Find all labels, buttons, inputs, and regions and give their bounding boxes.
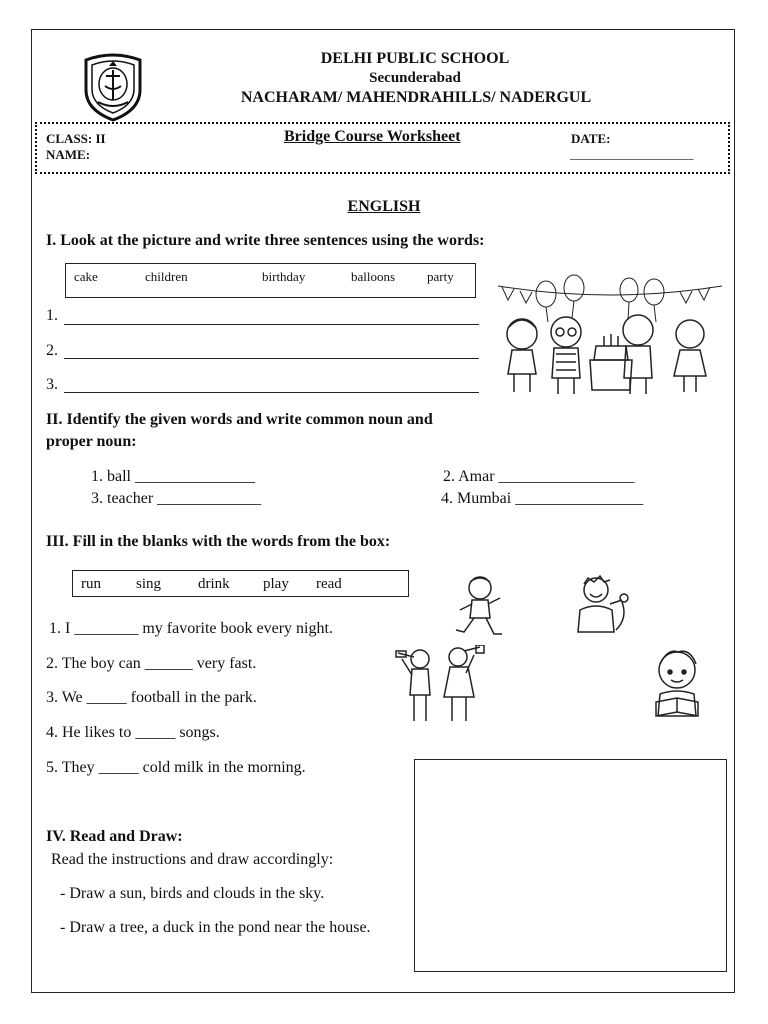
drawing-box[interactable] bbox=[414, 759, 727, 972]
word-play: play bbox=[263, 576, 289, 592]
sentence-line-1-label: 1. bbox=[46, 307, 58, 324]
school-branches: NACHARAM/ MAHENDRAHILLS/ NADERGUL bbox=[240, 89, 592, 106]
reading-boy-illustration bbox=[648, 646, 706, 720]
school-name: DELHI PUBLIC SCHOOL bbox=[320, 50, 510, 67]
word-sing: sing bbox=[136, 576, 162, 592]
sentence-line-3[interactable] bbox=[64, 392, 479, 393]
word-read: read bbox=[316, 576, 342, 592]
noun-item-2: 2. Amar _________________ bbox=[443, 468, 635, 485]
section4-heading: IV. Read and Draw: bbox=[46, 828, 183, 845]
noun-item-3: 3. teacher _____________ bbox=[91, 490, 262, 507]
section2-heading-line1: II. Identify the given words and write common noun and bbox=[46, 411, 433, 428]
subject-heading: ENGLISH bbox=[347, 198, 421, 215]
fill-sentence-4: 4. He likes to _____ songs. bbox=[46, 724, 220, 741]
section3-word-box bbox=[72, 570, 409, 597]
birthday-party-illustration bbox=[494, 274, 726, 402]
class-label: CLASS: II bbox=[46, 131, 106, 146]
section2-heading-line2: proper noun: bbox=[46, 433, 137, 450]
sentence-line-1[interactable] bbox=[64, 324, 479, 325]
sentence-line-2[interactable] bbox=[64, 358, 479, 359]
word-children: children bbox=[145, 269, 188, 284]
section3-heading: III. Fill in the blanks with the words from the box: bbox=[46, 533, 391, 550]
singing-boy-illustration bbox=[572, 574, 638, 636]
noun-item-1: 1. ball _______________ bbox=[91, 468, 255, 485]
sentence-line-3-label: 3. bbox=[46, 376, 58, 393]
fill-sentence-3: 3. We _____ football in the park. bbox=[46, 689, 257, 706]
draw-instruction-1: - Draw a sun, birds and clouds in the sky. bbox=[60, 885, 325, 902]
word-drink: drink bbox=[198, 576, 230, 592]
fill-sentence-2: 2. The boy can ______ very fast. bbox=[46, 655, 257, 672]
date-blank: ___________________ bbox=[570, 146, 694, 161]
word-party: party bbox=[427, 269, 454, 284]
draw-instruction-2: - Draw a tree, a duck in the pond near the house. bbox=[60, 919, 371, 936]
name-label: NAME: bbox=[46, 147, 91, 162]
word-balloons: balloons bbox=[351, 269, 396, 284]
section4-instruction: Read the instructions and draw accordingly: bbox=[51, 851, 334, 868]
word-cake: cake bbox=[74, 269, 98, 284]
date-label: DATE: bbox=[571, 131, 611, 146]
noun-item-4: 4. Mumbai ________________ bbox=[441, 490, 644, 507]
word-run: run bbox=[81, 576, 101, 592]
fill-sentence-1: 1. I ________ my favorite book every night. bbox=[49, 620, 333, 637]
sentence-line-2-label: 2. bbox=[46, 342, 58, 359]
school-city: Secunderabad bbox=[369, 70, 461, 86]
fill-sentence-5: 5. They _____ cold milk in the morning. bbox=[46, 759, 306, 776]
drinking-kids-illustration bbox=[392, 645, 492, 727]
section1-heading: I. Look at the picture and write three sentences using the words: bbox=[46, 232, 485, 249]
worksheet-title: Bridge Course Worksheet bbox=[284, 128, 461, 145]
word-birthday: birthday bbox=[262, 269, 306, 284]
running-boy-illustration bbox=[450, 574, 508, 640]
